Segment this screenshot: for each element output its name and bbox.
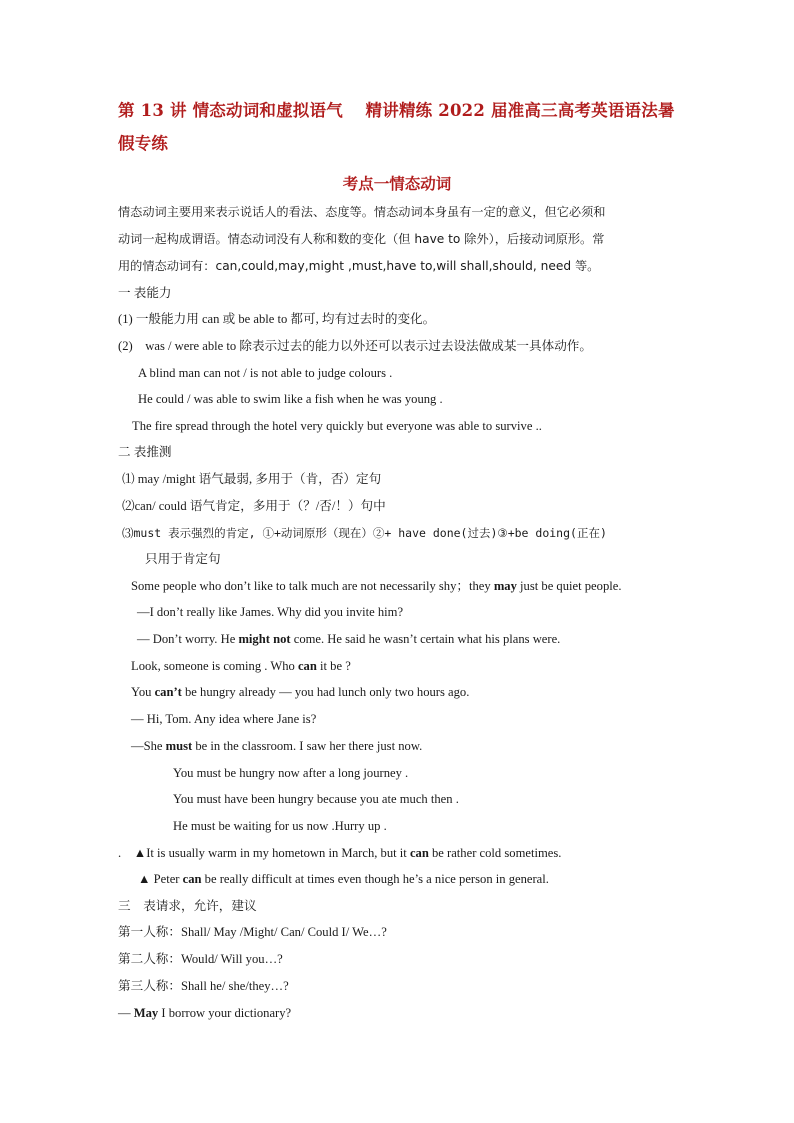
part3-first-person: 第一人称：Shall/ May /Might/ Can/ Could I/ We…?: [118, 925, 387, 939]
part1-example-2: He could / was able to swim like a fish when he was young .: [138, 392, 443, 406]
part3-second-person: 第二人称：Would/ Will you…?: [118, 952, 283, 966]
part2-label: 二 表推测: [118, 445, 172, 459]
example-line: Some people who don’t like to talk much are not necessarily shy；they may just be quiet people.: [131, 579, 622, 593]
section-heading: 考点一情态动词: [342, 174, 452, 193]
part2-item-3: ⑶must 表示强烈的肯定, ①+动词原形（现在）②+ have done(过去)③+be doing(正在): [122, 526, 607, 540]
part1-example-1: A blind man can not / is not able to judge colours .: [138, 366, 393, 380]
part2-item-3-cont: 只用于肯定句: [145, 552, 221, 566]
example-line: You must have been hungry because you ate much then .: [173, 792, 459, 806]
example-line: He must be waiting for us now .Hurry up .: [173, 819, 387, 833]
part2-item-2: ⑵can/ could 语气肯定，多用于（？/否/！）句中: [122, 499, 386, 513]
part3-label: 三 表请求，允许，建议: [118, 899, 257, 913]
example-line: — Hi, Tom. Any idea where Jane is?: [131, 712, 317, 726]
intro-line-2: 动词一起构成谓语。情态动词没有人称和数的变化（但 have to 除外），后接动词原形。常: [118, 232, 605, 246]
example-line: — May I borrow your dictionary?: [118, 1006, 292, 1020]
part1-example-3: The fire spread through the hotel very quickly but everyone was able to survive ..: [132, 419, 542, 433]
document-title: 第 13 讲 情态动词和虚拟语气 精讲精练 2022 届准高三高考英语语法暑假专练: [118, 101, 675, 153]
intro-line-3: 用的情态动词有：can,could,may,might ,must,have to,will shall,should, need 等。: [118, 259, 600, 273]
example-line: ▲ Peter can be really difficult at times even though he’s a nice person in general.: [138, 872, 549, 886]
part3-third-person: 第三人称：Shall he/ she/they…?: [118, 979, 289, 993]
example-line: You must be hungry now after a long journey .: [173, 766, 409, 780]
part1-item-1: (1) 一般能力用 can 或 be able to 都可, 均有过去时的变化。: [118, 312, 436, 326]
example-line: You can’t be hungry already — you had lunch only two hours ago.: [131, 685, 470, 699]
example-line: —She must be in the classroom. I saw her there just now.: [131, 739, 423, 753]
example-line: Look, someone is coming . Who can it be ?: [131, 659, 351, 673]
example-line: —I don’t really like James. Why did you invite him?: [137, 605, 404, 619]
example-line: — Don’t worry. He might not come. He said he wasn’t certain what his plans were.: [137, 632, 561, 646]
part1-label: 一 表能力: [118, 286, 172, 300]
intro-line-1: 情态动词主要用来表示说话人的看法、态度等。情态动词本身虽有一定的意义，但它必须和: [118, 205, 606, 219]
example-line: . ▲It is usually warm in my hometown in March, but it can be rather cold sometimes.: [118, 846, 562, 860]
part2-item-1: ⑴ may /might 语气最弱, 多用于（肯，否）定句: [122, 472, 382, 486]
part1-item-2: (2) was / were able to 除表示过去的能力以外还可以表示过去设法做成某一具体动作。: [118, 339, 592, 353]
